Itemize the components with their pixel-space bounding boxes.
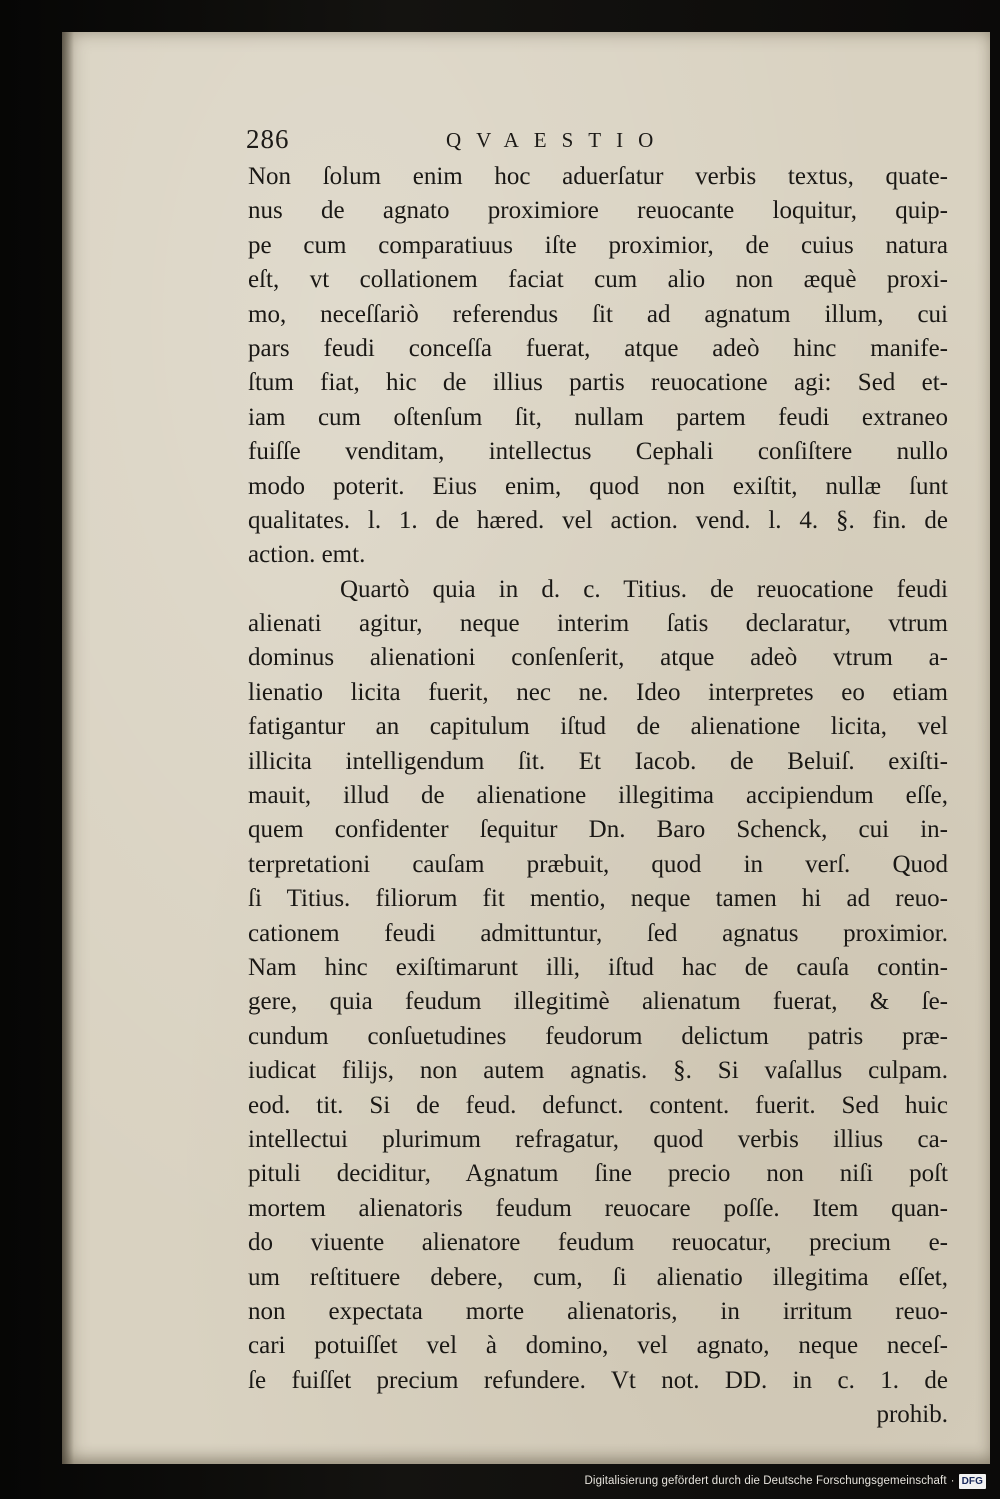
text-line: modo poterit. Eius enim, quod non exiſtit, nullæ ſunt [248,472,948,500]
text-line: eod. tit. Si de feud. defunct. content. fuerit. Sed huic [248,1091,948,1119]
text-line: fuiſſe venditam, intellectus Cephali conſiſtere nullo [248,438,948,466]
body-text [248,160,948,1432]
digitization-credit [585,1471,986,1491]
text-line: eſt, vt collationem faciat cum alio non æquè proxi- [248,266,948,294]
page-number: 286 [246,124,290,154]
credit-separator: · [950,1475,955,1487]
text-line: pe cum comparatiuus iſte proximior, de cuius natura [248,231,948,259]
text-line: mauit, illud de alienatione illegitima accipiendum eſſe, [248,782,948,810]
paragraph-start-line: Quartò quia in d. c. Titius. de reuocatione feudi [340,575,948,603]
text-line: ſe fuiſſet precium refundere. Vt not. DD. in c. 1. de [248,1366,948,1394]
running-title: QVAESTIO [446,128,669,152]
text-line: ſtum fiat, hic de illius partis reuocatione agi: Sed et- [248,369,948,397]
text-line: Non ſolum enim hoc aduerſatur verbis textus, quate- [248,163,948,190]
text-line: ſi Titius. filiorum fit mentio, neque tamen hi ad reuo- [248,885,948,913]
text-line: qualitates. l. 1. de hæred. vel action. vend. l. 4. §. fin. de [248,506,948,534]
text-line: pars feudi conceſſa fuerat, atque adeò hinc manife- [248,334,948,362]
dfg-logo-icon: DFG [959,1474,986,1489]
text-line: fatigantur an capitulum iſtud de alienatione licita, vel [248,713,948,741]
text-line: Nam hinc exiſtimarunt illi, iſtud hac de cauſa contin- [248,953,948,981]
text-line: nus de agnato proximiore reuocante loquitur, quip- [248,197,948,225]
text-line: cundum conſuetudines feudorum delictum patris præ- [248,1022,948,1050]
text-line: pituli deciditur, Agnatum ſine precio non niſi poſt [248,1160,948,1188]
text-line: do viuente alienatore feudum reuocatur, precium e- [248,1229,948,1257]
text-line: cationem feudi admittuntur, ſed agnatus proximior. [248,919,948,947]
text-line: mortem alienatoris feudum reuocare poſſe. Item quan- [248,1194,948,1222]
text-line: terpretationi cauſam præbuit, quod in verſ. Quod [248,850,948,878]
text-line: mo, neceſſariò referendus ſit ad agnatum illum, cui [248,300,948,328]
text-line: iam cum oſtenſum ſit, nullam partem feudi extraneo [248,403,948,431]
running-head [246,118,766,158]
text-line: quem confidenter ſequitur Dn. Baro Schenck, cui in- [248,816,948,844]
text-line: iudicat filijs, non autem agnatis. §. Si vaſallus culpam. [248,1057,948,1085]
text-line: cari potuiſſet vel à domino, vel agnato, neque neceſ- [248,1332,948,1360]
text-line: non expectata morte alienatoris, in irritum reuo- [248,1297,948,1325]
catchword: prohib. [876,1401,948,1429]
text-line: illicita intelligendum ſit. Et Iacob. de Beluiſ. exiſti- [248,747,948,775]
text-line: alienati agitur, neque interim ſatis declaratur, vtrum [248,610,948,638]
text-line: lienatio licita fuerit, nec ne. Ideo interpretes eo etiam [248,678,948,706]
text-line: gere, quia feudum illegitimè alienatum fuerat, & ſe- [248,988,948,1016]
credit-text: Digitalisierung gefördert durch die Deutsche Forschungsgemeinschaft [584,1475,947,1487]
paragraph-end-line: action. emt. [248,541,366,569]
text-line: dominus alienationi conſenſerit, atque adeò vtrum a- [248,644,948,672]
text-line: intellectui plurimum refragatur, quod verbis illius ca- [248,1125,948,1153]
text-line: um reſtituere debere, cum, ſi alienatio illegitima eſſet, [248,1263,948,1291]
